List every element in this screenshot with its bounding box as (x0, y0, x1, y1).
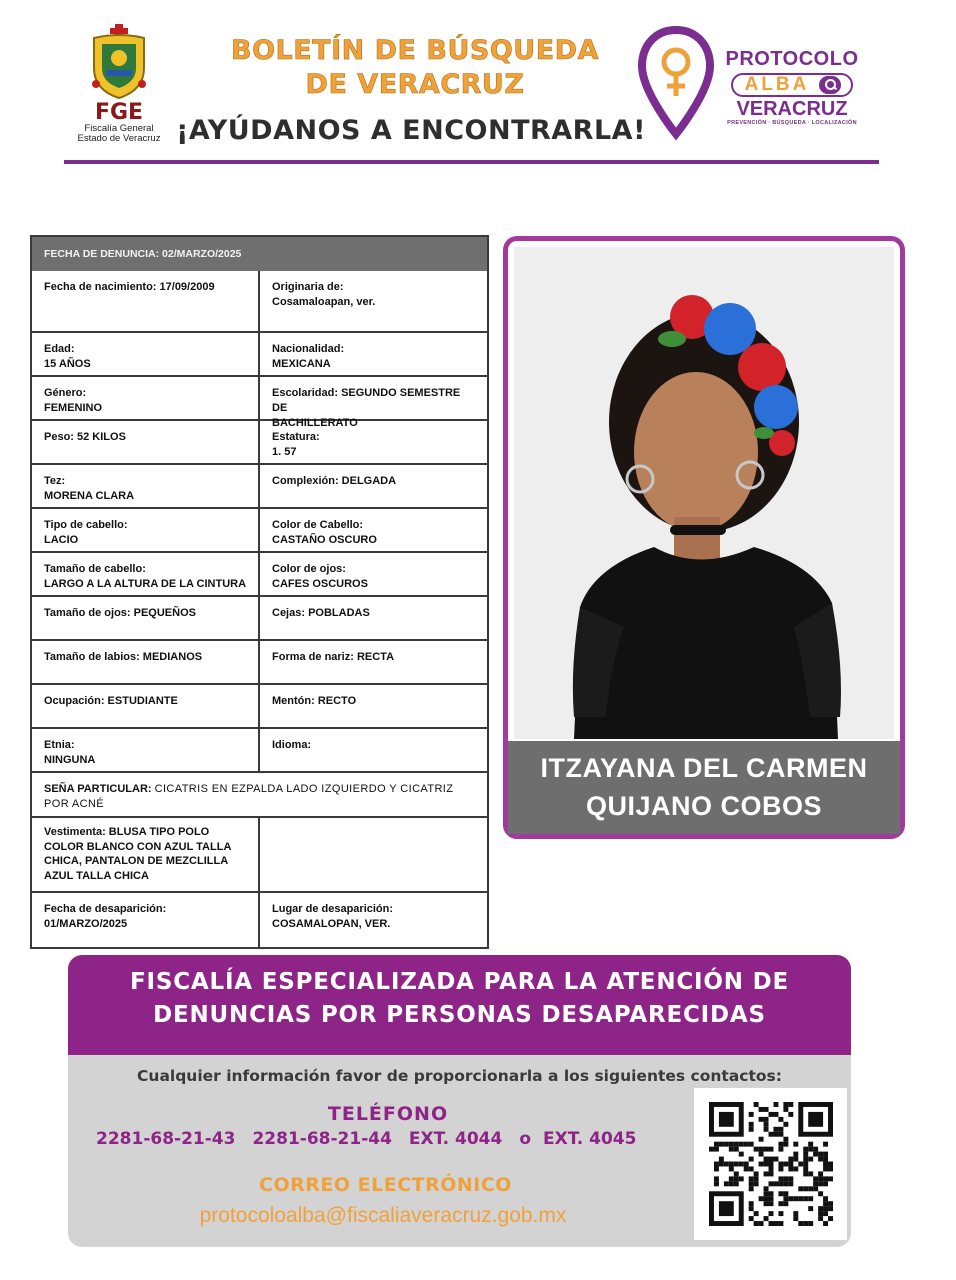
info-cell-right (260, 729, 487, 771)
info-label: Nacionalidad: (272, 343, 345, 355)
info-row (32, 551, 487, 595)
info-cell-right (260, 333, 487, 375)
info-cell-right (260, 685, 487, 727)
info-row (32, 463, 487, 507)
phone-numbers (96, 1129, 686, 1149)
disappearance-place-label: Lugar de desaparición: (272, 903, 394, 915)
disappearance-date-value: 01/MARZO/2025 (44, 918, 128, 930)
info-value: FEMENINO (44, 402, 103, 414)
distinguishing-mark-cell (32, 773, 487, 816)
bulletin-title-line2: DE VERACRUZ (305, 69, 525, 100)
bulletin-title (205, 34, 625, 102)
info-label: Fecha de nacimiento: 17/09/2009 (44, 281, 215, 293)
info-label: Idioma: (272, 739, 312, 751)
fge-shield-icon (88, 24, 150, 100)
person-photo (514, 247, 894, 739)
info-label: Originaria de: (272, 281, 344, 293)
info-cell-right (260, 271, 487, 331)
info-row (32, 419, 487, 463)
info-row (32, 683, 487, 727)
report-date-header (32, 237, 487, 271)
extension-2: EXT. 4045 (543, 1129, 637, 1149)
person-name-line2: QUIJANO COBOS (585, 791, 823, 821)
distinguishing-mark-label: SEÑA PARTICULAR: (44, 783, 152, 795)
info-label: Etnia: (44, 739, 75, 751)
agency-line1: FISCALÍA ESPECIALIZADA PARA LA ATENCIÓN DE (129, 969, 790, 995)
info-cell-left (32, 685, 260, 727)
info-label: Forma de nariz: RECTA (272, 651, 395, 663)
info-row (32, 507, 487, 551)
info-cell-right (260, 597, 487, 639)
magnifier-icon (819, 76, 841, 94)
alba-line1: PROTOCOLO (725, 48, 859, 70)
info-value: NINGUNA (44, 754, 96, 766)
info-cell-left (32, 729, 260, 771)
qr-code-icon[interactable] (694, 1088, 847, 1240)
alba-pill (731, 73, 854, 97)
info-cell-right (260, 421, 487, 463)
info-cell-right (260, 553, 487, 595)
disappearance-place-cell (260, 893, 487, 947)
contact-panel (68, 1055, 851, 1247)
info-value: CASTAÑO OSCURO (272, 534, 377, 546)
info-row (32, 331, 487, 375)
fge-acronym: FGE (94, 100, 144, 125)
agency-line2: DENUNCIAS POR PERSONAS DESAPARECIDAS (153, 1002, 766, 1028)
phone-2-link[interactable]: 2281-68-21-44 (252, 1129, 392, 1149)
fge-subtitle-2: Estado de Veracruz (77, 133, 161, 144)
phone-1-link[interactable]: 2281-68-21-43 (96, 1129, 236, 1149)
fge-subtitle-1: Fiscalía General (84, 123, 154, 134)
info-cell-left (32, 597, 260, 639)
info-label: Cejas: POBLADAS (272, 607, 370, 619)
info-label: Color de Cabello: (272, 519, 364, 531)
alba-tagline: PREVENCIÓN · BÚSQUEDA · LOCALIZACIÓN (727, 120, 857, 126)
person-name-line1: ITZAYANA DEL CARMEN (540, 753, 868, 783)
info-label: Escolaridad: SEGUNDO SEMESTRE DE (272, 387, 461, 414)
disappearance-row (32, 891, 487, 947)
info-row (32, 595, 487, 639)
clothing-line-4: AZUL TALLA CHICA (44, 869, 149, 882)
bulletin-title-line1: BOLETÍN DE BÚSQUEDA (231, 35, 599, 66)
info-label: Tipo de cabello: (44, 519, 128, 531)
info-row (32, 639, 487, 683)
disappearance-place-value: COSAMALOPAN, VER. (272, 918, 391, 930)
fge-logo (64, 24, 174, 154)
info-label: Color de ojos: (272, 563, 346, 575)
info-cell-left (32, 465, 260, 507)
person-photo-card (503, 236, 905, 839)
person-photo-image (514, 247, 894, 739)
info-label: Estatura: (272, 431, 320, 443)
info-row (32, 727, 487, 771)
report-date: FECHA DE DENUNCIA: 02/MARZO/2025 (44, 248, 242, 260)
distinguishing-mark-row (32, 771, 487, 816)
info-row (32, 271, 487, 331)
info-row (32, 375, 487, 429)
location-pin-female-icon (637, 26, 715, 138)
info-label: Ocupación: ESTUDIANTE (44, 695, 178, 707)
info-cell-left (32, 377, 260, 419)
header-divider (64, 160, 879, 164)
info-cell-right (260, 377, 487, 429)
info-cell-left (32, 333, 260, 375)
distinguishing-mark-value: CICATRIS EN EZPALDA LADO IZQUIERDO Y CICATRIZ POR ACNÉ (44, 783, 454, 810)
agency-banner (68, 955, 851, 1055)
info-cell-right (260, 465, 487, 507)
phone-label: TELÉFONO (327, 1103, 449, 1125)
info-value: MEXICANA (272, 358, 331, 370)
info-value: LARGO A LA ALTURA DE LA CINTURA (44, 578, 247, 590)
info-cell-left (32, 271, 260, 331)
info-cell-left (32, 641, 260, 683)
missing-person-info-table (30, 235, 489, 949)
protocolo-alba-logo (716, 48, 868, 126)
qr-code-graphic (709, 1102, 833, 1226)
info-value: BACHILLERATO (272, 417, 358, 429)
disappearance-date-label: Fecha de desaparición: (44, 903, 167, 915)
clothing-line-2: COLOR BLANCO CON AZUL TALLA (44, 840, 232, 853)
extension-1: EXT. 4044 (408, 1129, 503, 1149)
clothing-line-1: Vestimenta: BLUSA TIPO POLO (44, 826, 210, 838)
person-name-band (508, 741, 900, 834)
info-label: Tamaño de ojos: PEQUEÑOS (44, 607, 196, 619)
info-label: Mentón: RECTO (272, 695, 357, 707)
info-value: CAFES OSCUROS (272, 578, 368, 590)
disappearance-date-cell (32, 893, 260, 947)
clothing-line-3: CHICA, PANTALON DE MEZCLILLA (44, 855, 229, 867)
clothing-cell (32, 818, 260, 891)
info-label: Género: (44, 387, 87, 399)
info-label: Complexión: DELGADA (272, 475, 397, 487)
email-label: CORREO ELECTRÓNICO (259, 1174, 512, 1196)
help-find-her-text: ¡AYÚDANOS A ENCONTRARLA! (176, 115, 646, 146)
alba-line2: ALBA (744, 74, 810, 95)
info-label: Edad: (44, 343, 75, 355)
info-label: Tamaño de labios: MEDIANOS (44, 651, 203, 663)
info-label: Tez: (44, 475, 66, 487)
clothing-row (32, 816, 487, 891)
info-label: Peso: 52 KILOS (44, 431, 126, 443)
info-value: 15 AÑOS (44, 358, 91, 370)
info-cell-left (32, 509, 260, 551)
clothing-empty-cell (260, 818, 487, 891)
info-cell-left (32, 421, 260, 463)
info-value: MORENA CLARA (44, 490, 135, 502)
info-value: Cosamaloapan, ver. (272, 296, 376, 308)
info-cell-right (260, 641, 487, 683)
info-value: 1. 57 (272, 446, 297, 458)
email-link[interactable]: protocoloalba@fiscaliaveracruz.gob.mx (199, 1204, 567, 1227)
alba-line3: VERACRUZ (736, 98, 848, 120)
contact-lead-text: Cualquier información favor de proporcionarla a los siguientes contactos: (137, 1067, 782, 1085)
info-cell-left (32, 553, 260, 595)
info-label: Tamaño de cabello: (44, 563, 146, 575)
info-rows (32, 271, 487, 771)
extension-conjunction: o (519, 1129, 532, 1149)
info-value: LACIO (44, 534, 79, 546)
info-cell-right (260, 509, 487, 551)
